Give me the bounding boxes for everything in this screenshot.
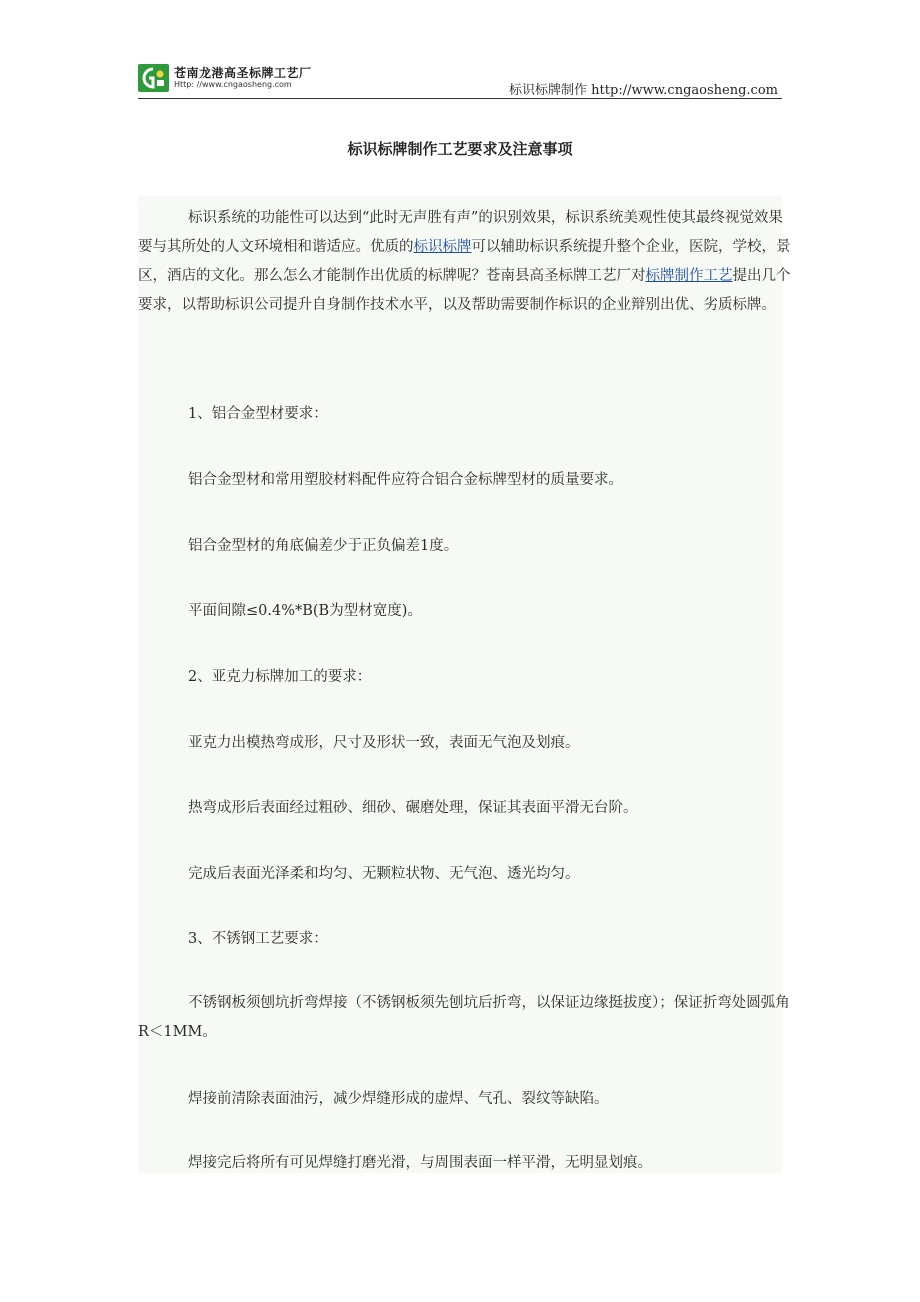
intro-text-2: 可以辅助标识系统提升整个企业，医院，学校，景区，酒店的文化。那么怎么才能制作出优质的标牌呢？苍南县高圣标牌工艺厂对 bbox=[138, 239, 791, 284]
link-sign-craft[interactable]: 标牌制作工艺 bbox=[645, 268, 733, 284]
paragraph: 亚克力出模热弯成形，尺寸及形状一致，表面无气泡及划痕。 bbox=[188, 735, 580, 751]
section-heading-stainless: 3、不锈钢工艺要求： bbox=[188, 931, 328, 947]
link-signage[interactable]: 标识标牌 bbox=[413, 239, 472, 255]
paragraph: 铝合金型材和常用塑胶材料配件应符合铝合金标牌型材的质量要求。 bbox=[188, 472, 623, 488]
logo-company-name: 苍南龙港高圣标牌工艺厂 bbox=[174, 66, 312, 80]
paragraph: 焊接完后将所有可见焊缝打磨光滑，与周围表面一样平滑，无明显划痕。 bbox=[188, 1155, 652, 1171]
page-title: 标识标牌制作工艺要求及注意事项 bbox=[347, 140, 573, 158]
document-body bbox=[138, 196, 791, 1173]
intro-paragraph bbox=[138, 204, 792, 320]
paragraph: 焊接前清除表面油污，减少焊缝形成的虚焊、气孔、裂纹等缺陷。 bbox=[188, 1091, 609, 1107]
intro-text-1: 标识系统的功能性可以达到“此时无声胜有声”的识别效果，标识系统美观性使其最终视觉效果要与其所处的人文环境相和谐适应。优质的 bbox=[138, 210, 783, 255]
section-heading-aluminum: 1、铝合金型材要求： bbox=[188, 406, 328, 422]
paragraph: 热弯成形后表面经过粗砂、细砂、碾磨处理，保证其表面平滑无台阶。 bbox=[188, 800, 638, 816]
paragraph: 铝合金型材的角底偏差少于正负偏差1度。 bbox=[188, 538, 459, 554]
paragraph: 完成后表面光泽柔和均匀、无颗粒状物、无气泡、透光均匀。 bbox=[188, 866, 580, 882]
intro-text-3: 提出几个要求，以帮助标识公司提升自身制作技术水平，以及帮助需要制作标识的企业辩别出优、劣质标牌。 bbox=[138, 268, 791, 313]
section-heading-acrylic: 2、亚克力标牌加工的要求： bbox=[188, 669, 372, 685]
logo-url: Http: //www.cngaosheng.com bbox=[174, 80, 292, 89]
company-logo bbox=[138, 64, 438, 94]
logo-mark-icon bbox=[138, 64, 169, 92]
page-header bbox=[138, 60, 782, 99]
paragraph: 不锈钢板须刨坑折弯焊接（不锈钢板须先刨坑后折弯，以保证边缘挺拔度）；保证折弯处圆弧角R＜1MM。 bbox=[138, 995, 790, 1040]
paragraph: 平面间隙≤0.4%*B(B为型材宽度)。 bbox=[188, 603, 422, 619]
header-site-text: 标识标牌制作 http://www.cngaosheng.com bbox=[509, 83, 778, 98]
